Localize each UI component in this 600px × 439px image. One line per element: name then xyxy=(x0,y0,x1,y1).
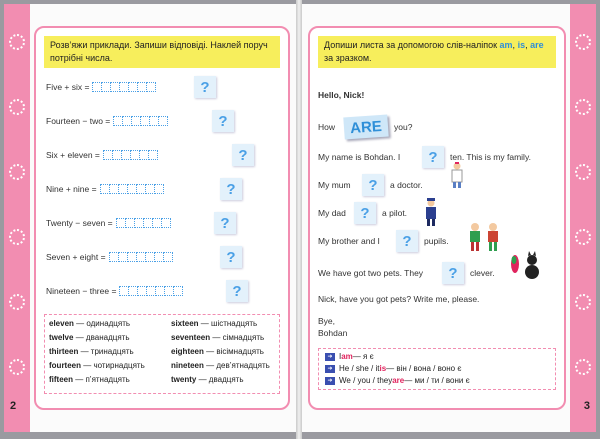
ukrainian-word: чотирнадцять xyxy=(93,361,145,370)
instruction-box xyxy=(318,36,556,68)
ukrainian-word: дванадцять xyxy=(85,333,130,342)
sticker-placeholder[interactable]: ? xyxy=(212,110,234,132)
flower-decoration-icon xyxy=(9,294,25,310)
letter-panel xyxy=(308,26,566,410)
grammar-box xyxy=(318,348,556,390)
answer-cell[interactable] xyxy=(146,82,156,92)
english-word: nineteen xyxy=(171,361,204,370)
right-page xyxy=(302,4,596,432)
answer-cell[interactable] xyxy=(173,286,183,296)
word-are: are xyxy=(530,40,544,50)
exercise-panel xyxy=(34,26,290,410)
letter-line: ten. This is my family. xyxy=(450,152,531,162)
english-word: eighteen xyxy=(171,347,204,356)
vocabulary-item xyxy=(171,375,244,384)
answer-cells[interactable] xyxy=(113,116,167,126)
exercise-text: Six + eleven = xyxy=(46,150,100,160)
left-page xyxy=(4,4,296,432)
grammar-row: ➜ I am — я є xyxy=(325,352,374,361)
dash-separator: — xyxy=(73,319,87,328)
answer-cell[interactable] xyxy=(154,184,164,194)
answer-cells[interactable] xyxy=(119,286,182,296)
answer-cells[interactable] xyxy=(116,218,170,228)
letter-line: pupils. xyxy=(424,236,449,246)
dash-separator: — xyxy=(73,375,86,384)
ukrainian-word: одинадцять xyxy=(86,319,131,328)
letter-line: a pilot. xyxy=(382,208,408,218)
pilot-illustration xyxy=(422,198,440,226)
dash-separator: — xyxy=(78,347,91,356)
dash-separator: — xyxy=(203,361,217,370)
answer-cells[interactable] xyxy=(92,82,155,92)
english-word: sixteen xyxy=(171,319,199,328)
page-number: 3 xyxy=(583,400,590,412)
flower-decoration-icon xyxy=(575,359,591,375)
ukrainian-word: дев’ятнадцять xyxy=(216,361,270,370)
instruction-text: за зразком. xyxy=(324,53,372,63)
exercise-text: Five + six = xyxy=(46,82,90,92)
flower-decoration-icon xyxy=(9,164,25,180)
letter-line: clever. xyxy=(470,268,495,278)
letter-line: How xyxy=(318,122,336,132)
page-number: 2 xyxy=(10,400,17,412)
flower-decoration-icon xyxy=(9,229,25,245)
word-am: am xyxy=(499,40,513,50)
exercise-row xyxy=(46,252,172,262)
grammar-row: ➜ We / you / they are — ми / ти / вони є xyxy=(325,376,470,385)
vocabulary-item xyxy=(49,333,129,342)
flower-decoration-icon xyxy=(575,229,591,245)
flower-decoration-icon xyxy=(9,359,25,375)
english-word: seventeen xyxy=(171,333,211,342)
answer-cell[interactable] xyxy=(148,150,158,160)
answer-cell[interactable] xyxy=(158,116,168,126)
vocabulary-item xyxy=(49,347,134,356)
ukrainian-word: двадцять xyxy=(208,375,244,384)
dash-separator: — xyxy=(81,361,94,370)
english-word: eleven xyxy=(49,319,74,328)
vocabulary-box xyxy=(44,314,280,394)
english-word: thirteen xyxy=(49,347,79,356)
answer-cell[interactable] xyxy=(161,218,171,228)
vocabulary-item xyxy=(171,347,264,356)
exercise-row xyxy=(46,286,182,296)
flower-decoration-icon xyxy=(9,34,25,50)
ukrainian-word: сімнадцять xyxy=(222,333,265,342)
ukrainian-word: шістнадцять xyxy=(211,319,258,328)
letter-line: My name is Bohdan. I xyxy=(318,152,401,162)
letter-line: My dad xyxy=(318,208,346,218)
answer-cells[interactable] xyxy=(103,150,157,160)
pets-illustration xyxy=(508,250,542,280)
exercise-text: Fourteen − two = xyxy=(46,116,111,126)
flower-decoration-icon xyxy=(575,99,591,115)
english-word: fifteen xyxy=(49,375,73,384)
vocabulary-item xyxy=(49,375,130,384)
instruction-text: Допиши листа за допомогою слів-наліпок xyxy=(324,40,500,50)
dash-separator: — xyxy=(210,333,223,342)
arrow-icon: ➜ xyxy=(325,365,335,373)
ukrainian-word: вісімнадцять xyxy=(216,347,264,356)
flower-decoration-icon xyxy=(575,34,591,50)
exercise-text: Nineteen − three = xyxy=(46,286,117,296)
letter-line: you? xyxy=(394,122,413,132)
exercise-text: Seven + eight = xyxy=(46,252,106,262)
sticker-placeholder[interactable]: ? xyxy=(214,212,236,234)
sticker-placeholder[interactable]: ? xyxy=(362,174,384,196)
english-word: twelve xyxy=(49,333,74,342)
letter-line: My brother and I xyxy=(318,236,380,246)
english-word: twenty xyxy=(171,375,197,384)
english-word: fourteen xyxy=(49,361,81,370)
vocabulary-item xyxy=(171,361,270,370)
sticker-placeholder[interactable]: ? xyxy=(220,178,242,200)
vocabulary-item xyxy=(49,361,145,370)
letter-line: We have got two pets. They xyxy=(318,268,424,278)
word-is: is xyxy=(517,40,526,50)
exercise-row xyxy=(46,218,170,228)
sticker-placeholder[interactable]: ? xyxy=(396,230,418,252)
arrow-icon: ➜ xyxy=(325,353,335,361)
doctor-illustration xyxy=(450,162,464,188)
exercise-row xyxy=(46,116,167,126)
flower-decoration-icon xyxy=(575,164,591,180)
sticker-placeholder[interactable]: ? xyxy=(232,144,254,166)
answer-cells[interactable] xyxy=(109,252,172,262)
letter-line: My mum xyxy=(318,180,351,190)
ukrainian-word: тринадцять xyxy=(90,347,134,356)
children-illustration xyxy=(468,222,502,252)
pink-border-band xyxy=(570,4,596,432)
exercise-text: Nine + nine = xyxy=(46,184,97,194)
exercise-text: Twenty − seven = xyxy=(46,218,113,228)
instruction-box: Розв’яжи приклади. Запиши відповіді. Наклей поруч потрібні числа. xyxy=(44,36,280,68)
vocabulary-item xyxy=(49,319,130,328)
answer-cell[interactable] xyxy=(163,252,173,262)
vocabulary-item xyxy=(171,333,264,342)
grammar-row: ➜ He / she / it is — він / вона / воно є xyxy=(325,364,461,373)
dash-separator: — xyxy=(203,347,217,356)
vocabulary-item xyxy=(171,319,257,328)
answer-cells[interactable] xyxy=(100,184,163,194)
ukrainian-word: п’ятнадцять xyxy=(85,375,130,384)
pink-border-band xyxy=(4,4,30,432)
letter-line: a doctor. xyxy=(390,180,423,190)
are-sticker: ARE xyxy=(343,114,388,139)
sticker-placeholder[interactable]: ? xyxy=(422,146,444,168)
exercise-row xyxy=(46,184,163,194)
separator: , xyxy=(525,40,531,50)
dash-separator: — xyxy=(196,375,209,384)
dash-separator: — xyxy=(73,333,86,342)
sticker-placeholder[interactable]: ? xyxy=(442,262,464,284)
sticker-placeholder[interactable]: ? xyxy=(194,76,216,98)
flower-decoration-icon xyxy=(9,99,25,115)
exercise-row xyxy=(46,150,157,160)
letter-greeting: Hello, Nick! xyxy=(318,90,365,100)
letter-bye: Bye, xyxy=(318,316,336,326)
sticker-placeholder[interactable]: ? xyxy=(226,280,248,302)
arrow-icon: ➜ xyxy=(325,377,335,385)
sticker-placeholder[interactable]: ? xyxy=(220,246,242,268)
exercise-row xyxy=(46,82,155,92)
sticker-placeholder[interactable]: ? xyxy=(354,202,376,224)
letter-line: Nick, have you got pets? Write me, please. xyxy=(318,294,480,304)
flower-decoration-icon xyxy=(575,294,591,310)
separator: , xyxy=(512,40,518,50)
letter-signature: Bohdan xyxy=(318,328,348,338)
dash-separator: — xyxy=(198,319,212,328)
